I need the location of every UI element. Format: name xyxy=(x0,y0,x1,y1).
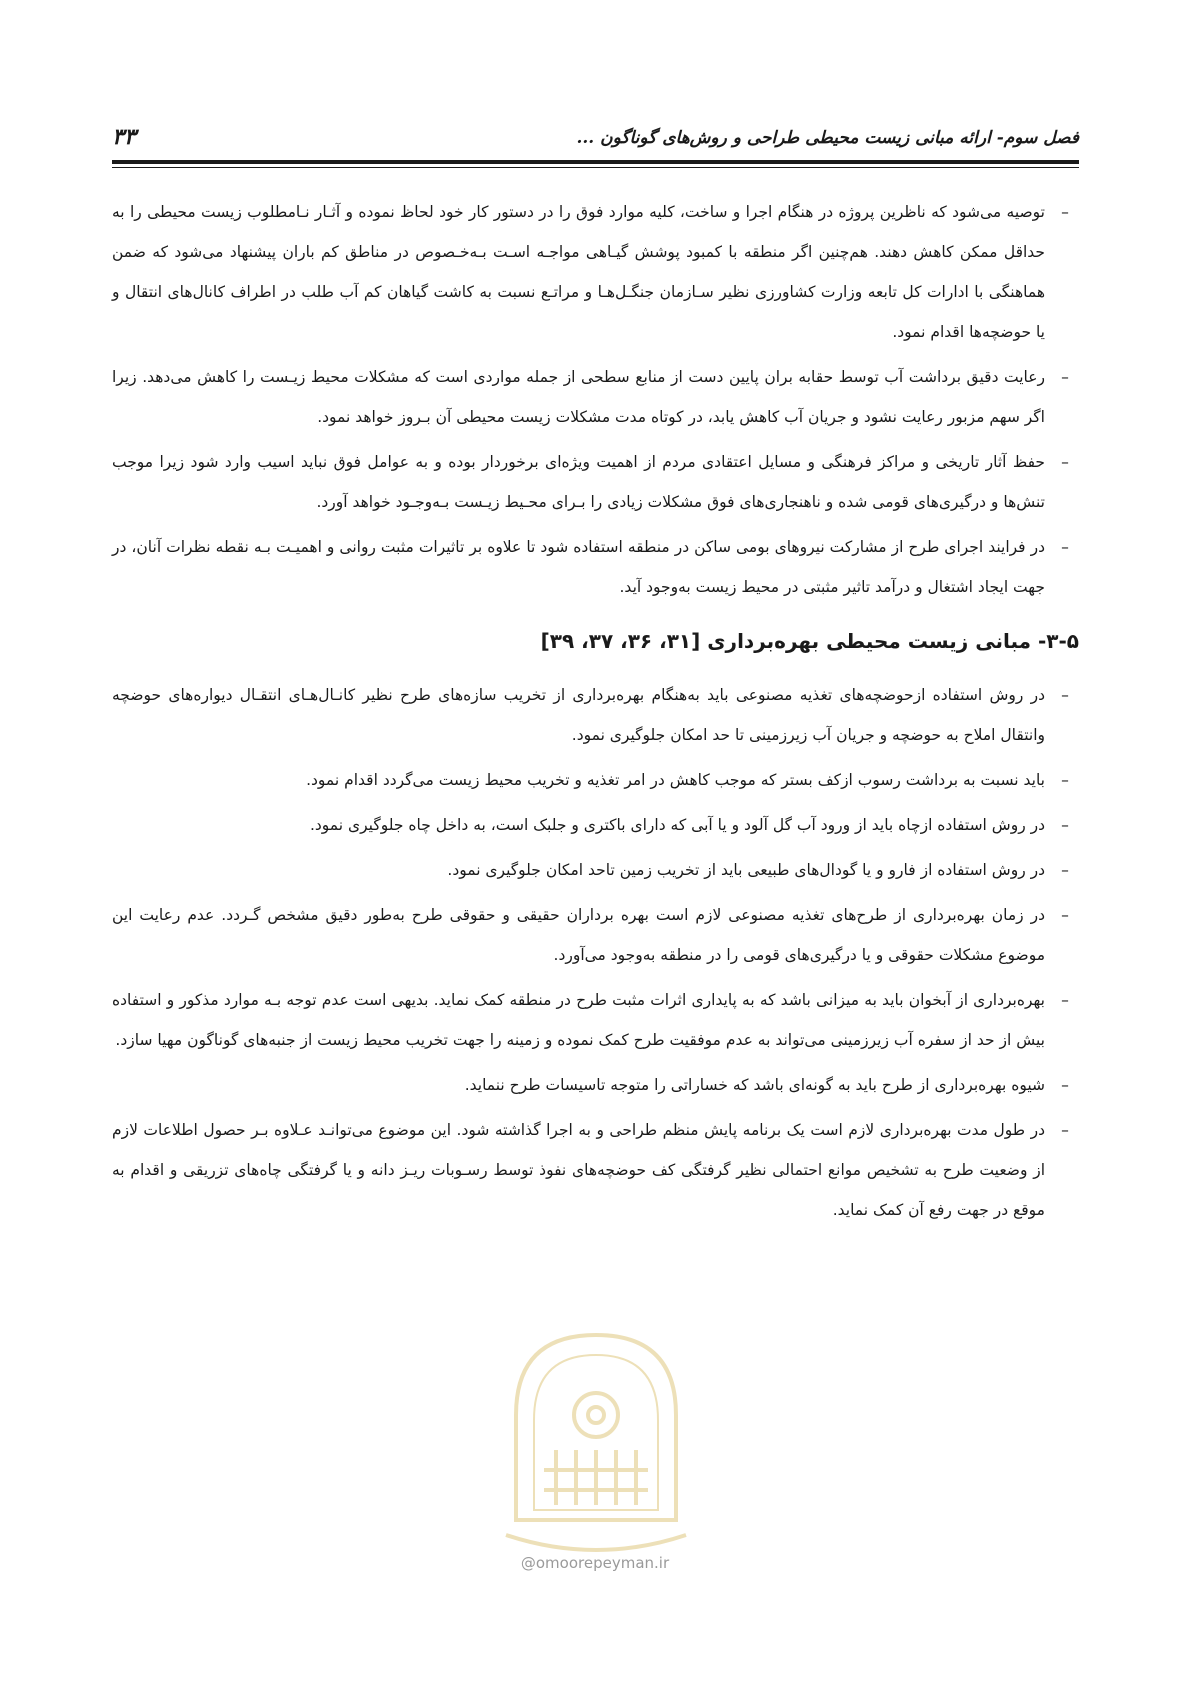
list-item-text: رعایت دقیق برداشت آب توسط حقابه بران پایین دست از منابع سطحی از جمله مواردی است که مشکلات محیط زیـست را کاهش می‌دهد. زیرا اگر سهم مزبور رعایت نشود و جریان آب کاهش یابد، در کوتاه مدت مشکلات زیست محیطی آن بـروز خواهد نمود. xyxy=(112,368,1045,426)
bullet-dash: – xyxy=(1061,453,1069,471)
page-number: ۳۳ xyxy=(112,124,136,150)
running-title: فصل سوم- ارائه مبانی زیست محیطی طراحی و روش‌های گوناگون ... xyxy=(576,128,1079,148)
list-item-text: در روش استفاده از فارو و یا گودال‌های طبیعی باید از تخریب زمین تاحد امکان جلوگیری نمود. xyxy=(447,861,1045,879)
bullet-dash: – xyxy=(1061,991,1069,1009)
watermark-url: @omoorepeyman.ir xyxy=(520,1554,670,1572)
list-item-text: شیوه بهره‌برداری از طرح باید به گونه‌ای باشد که خساراتی را متوجه تاسیسات طرح ننماید. xyxy=(464,1076,1045,1094)
header-rule-thin xyxy=(112,167,1079,168)
list-item-text: در فرایند اجرای طرح از مشارکت نیروهای بومی ساکن در منطقه استفاده شود تا علاوه بر تاثیرات مثبت روانی و اهمیـت بـه نقطه نظرات آنان، در جهت ایجاد اشتغال و درآمد تاثیر مثبتی در محیط زیست به‌وجود آید. xyxy=(112,538,1045,596)
list-item xyxy=(112,895,1079,975)
bullet-dash: – xyxy=(1061,1076,1069,1094)
bullet-list-bottom xyxy=(112,675,1079,1230)
bullet-dash: – xyxy=(1061,686,1069,704)
watermark-seal-icon xyxy=(496,1320,696,1560)
page-body xyxy=(112,192,1079,1235)
bullet-dash: – xyxy=(1061,906,1069,924)
bullet-list-top xyxy=(112,192,1079,607)
list-item xyxy=(112,675,1079,755)
bullet-dash: – xyxy=(1061,368,1069,386)
bullet-dash: – xyxy=(1061,1121,1069,1139)
list-item-text: بهره‌برداری از آبخوان باید به میزانی باشد که به پایداری اثرات مثبت طرح در منطقه کمک نماید. بدیهی است عدم توجه بـه موارد مذکور و استفاده بیش از حد از سفره آب زیرزمینی می‌تواند به عدم موفقیت طرح کمک نموده و زمینه را جهت تخریب محیط زیست از جنبه‌های گوناگون مهیا سازد. xyxy=(112,991,1045,1049)
list-item xyxy=(112,1110,1079,1230)
list-item xyxy=(112,1065,1079,1105)
list-item xyxy=(112,357,1079,437)
list-item xyxy=(112,527,1079,607)
list-item-text: در طول مدت بهره‌برداری لازم است یک برنامه پایش منظم طراحی و به اجرا گذاشته شود. این موضوع می‌توانـد عـلاوه بـر حصول اطلاعات لازم از وضعیت طرح به تشخیص موانع احتمالی نظیر گرفتگی کف حوضچه‌های نفوذ توسط رسـوبات ریـز دانه و یا گرفتگی چاه‌های تزریقی و اقدام به موقع در جهت رفع آن کمک نماید. xyxy=(112,1121,1045,1219)
list-item-text: باید نسبت به برداشت رسوب ازکف بستر که موجب کاهش در امر تغذیه و تخریب محیط زیست می‌گردد اقدام نمود. xyxy=(306,771,1045,789)
bullet-dash: – xyxy=(1061,771,1069,789)
list-item-text: در زمان بهره‌برداری از طرح‌های تغذیه مصنوعی لازم است بهره برداران حقیقی و حقوقی طرح به‌طور دقیق مشخص گـردد. عدم رعایت این موضوع مشکلات حقوقی و یا درگیری‌های قومی را در منطقه به‌وجود می‌آورد. xyxy=(112,906,1045,964)
list-item-text: حفظ آثار تاریخی و مراکز فرهنگی و مسایل اعتقادی مردم از اهمیت ویژه‌ای برخوردار بوده و به عوامل فوق نباید اسیب وارد شود زیرا موجب تنش‌ها و درگیری‌های قومی شده و ناهنجاری‌های فوق مشکلات زیادی را بـرای محـیط زیـست بـه‌وجـود خواهد آورد. xyxy=(112,453,1045,511)
bullet-dash: – xyxy=(1061,203,1069,221)
list-item xyxy=(112,980,1079,1060)
list-item xyxy=(112,805,1079,845)
list-item xyxy=(112,442,1079,522)
section-heading: ۳-۵- مبانی زیست محیطی بهره‌برداری [۳۱، ۳۶، ۳۷، ۳۹] xyxy=(540,629,1079,653)
list-item-text: در روش استفاده ازحوضچه‌های تغذیه مصنوعی باید به‌هنگام بهره‌برداری از تخریب سازه‌های طرح نظیر کانـال‌هـای انتقـال دیواره‌های حوضچه وانتقال املاح به حوضچه و جریان آب زیرزمینی تا حد امکان جلوگیری نمود. xyxy=(112,686,1045,744)
header-rule-thick xyxy=(112,160,1079,164)
list-item xyxy=(112,192,1079,352)
bullet-dash: – xyxy=(1061,816,1069,834)
list-item xyxy=(112,760,1079,800)
list-item-text: توصیه می‌شود که ناظرین پروژه در هنگام اجرا و ساخت، کلیه موارد فوق را در دستور کار خود لحاظ نموده و آثـار نـامطلوب زیست محیطی را به حداقل ممکن کاهش دهند. هم‌چنین اگر منطقه با کمبود پوشش گیـاهی مواجـه اسـت بـه‌خـصوص در مناطق کم باران پیشنهاد می‌شود که ضمن هماهنگی با ادارات کل تابعه وزارت کشاورزی نظیر سـازمان جنگـل‌هـا و مراتـع نسبت به کاشت گیاهان کم آب طلب در اطراف کانال‌های انتقال و یا حوضچه‌ها اقدام نمود. xyxy=(112,203,1045,341)
list-item xyxy=(112,850,1079,890)
bullet-dash: – xyxy=(1061,538,1069,556)
list-item-text: در روش استفاده ازچاه باید از ورود آب گل آلود و یا آبی که دارای باکتری و جلبک است، به داخل چاه جلوگیری نمود. xyxy=(309,816,1045,834)
bullet-dash: – xyxy=(1061,861,1069,879)
